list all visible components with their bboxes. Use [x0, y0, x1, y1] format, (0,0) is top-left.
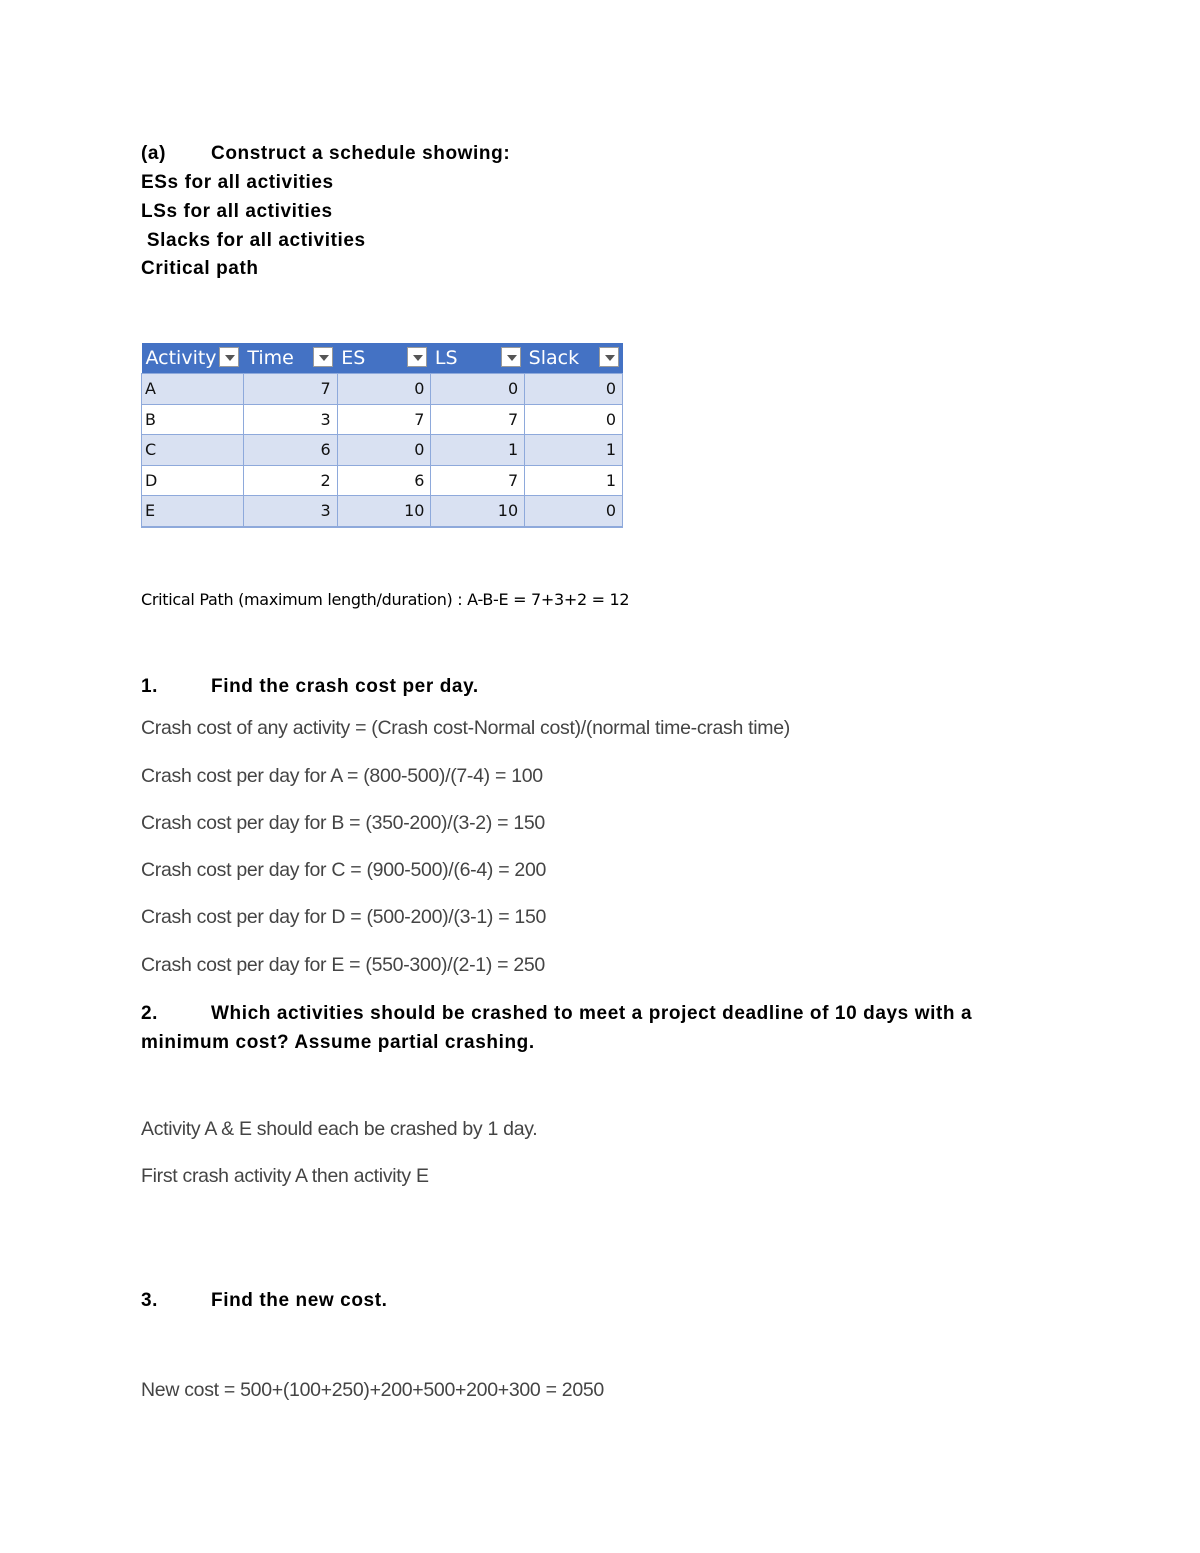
table-cell: 7 [431, 404, 525, 435]
filter-dropdown-icon[interactable] [599, 347, 619, 367]
table-cell: 0 [525, 404, 623, 435]
table-cell: 0 [525, 496, 623, 527]
q3-number: 3. [141, 1290, 159, 1311]
q1-number: 1. [141, 676, 159, 697]
q2-number: 2. [141, 1003, 159, 1024]
filter-dropdown-icon[interactable] [407, 347, 427, 367]
q1-line: Crash cost per day for E = (550-300)/(2-1) = 250 [141, 954, 545, 976]
filter-dropdown-icon[interactable] [501, 347, 521, 367]
part-a-heading [141, 143, 510, 165]
table-cell: 1 [431, 435, 525, 466]
q1-line: Crash cost per day for D = (500-200)/(3-1) = 150 [141, 906, 547, 928]
table-cell: 0 [337, 374, 431, 405]
table-cell: 10 [431, 496, 525, 527]
table-cell: 6 [243, 435, 337, 466]
table-cell: D [142, 465, 244, 496]
table-row [142, 435, 623, 466]
table-row [142, 404, 623, 435]
filter-dropdown-icon[interactable] [219, 347, 239, 367]
q1-heading [141, 676, 479, 698]
q1-title: Find the crash cost per day. [211, 676, 479, 697]
q2-answer-line: First crash activity A then activity E [141, 1165, 429, 1187]
table-cell: A [142, 374, 244, 405]
table-header-row [142, 343, 623, 374]
table-row [142, 374, 623, 405]
q1-line: Crash cost per day for A = (800-500)/(7-4) = 100 [141, 765, 543, 787]
table-cell: 3 [243, 404, 337, 435]
q3-answer: New cost = 500+(100+250)+200+500+200+300 = 2050 [141, 1379, 604, 1401]
column-header-activity[interactable]: Activity [142, 343, 244, 374]
table-row [142, 465, 623, 496]
table-cell: B [142, 404, 244, 435]
part-a-label: (a) [141, 143, 167, 164]
table-cell: 0 [525, 374, 623, 405]
table-cell: 1 [525, 435, 623, 466]
part-a-item: Critical path [141, 258, 259, 279]
table-row [142, 496, 623, 527]
q2-heading [141, 1003, 972, 1025]
schedule-table [141, 343, 623, 528]
q2-title-line2: minimum cost? Assume partial crashing. [141, 1032, 535, 1053]
table-cell: 3 [243, 496, 337, 527]
table-cell: 10 [337, 496, 431, 527]
q3-heading [141, 1290, 388, 1312]
part-a-item: Slacks for all activities [141, 230, 366, 251]
q2-answer-line: Activity A & E should each be crashed by 1 day. [141, 1118, 538, 1140]
table-cell: 1 [525, 465, 623, 496]
q3-title: Find the new cost. [211, 1290, 388, 1311]
table-cell: 0 [337, 435, 431, 466]
part-a-title: Construct a schedule showing: [211, 143, 511, 164]
critical-path-text: Critical Path (maximum length/duration) : A-B-E = 7+3+2 = 12 [141, 590, 630, 609]
q1-line: Crash cost of any activity = (Crash cost-Normal cost)/(normal time-crash time) [141, 717, 790, 739]
table-cell: 6 [337, 465, 431, 496]
table-cell: 7 [243, 374, 337, 405]
table-cell: 7 [337, 404, 431, 435]
part-a-item: ESs for all activities [141, 172, 334, 193]
table-cell: E [142, 496, 244, 527]
column-header-slack[interactable]: Slack [525, 343, 623, 374]
q1-line: Crash cost per day for B = (350-200)/(3-2) = 150 [141, 812, 545, 834]
filter-dropdown-icon[interactable] [313, 347, 333, 367]
table-cell: 0 [431, 374, 525, 405]
column-header-ls[interactable]: LS [431, 343, 525, 374]
part-a-item: LSs for all activities [141, 201, 333, 222]
q1-line: Crash cost per day for C = (900-500)/(6-4) = 200 [141, 859, 547, 881]
table-cell: 7 [431, 465, 525, 496]
column-header-time[interactable]: Time [243, 343, 337, 374]
q2-title-line1: Which activities should be crashed to meet a project deadline of 10 days with a [211, 1003, 973, 1024]
table-cell: C [142, 435, 244, 466]
table-cell: 2 [243, 465, 337, 496]
column-header-es[interactable]: ES [337, 343, 431, 374]
